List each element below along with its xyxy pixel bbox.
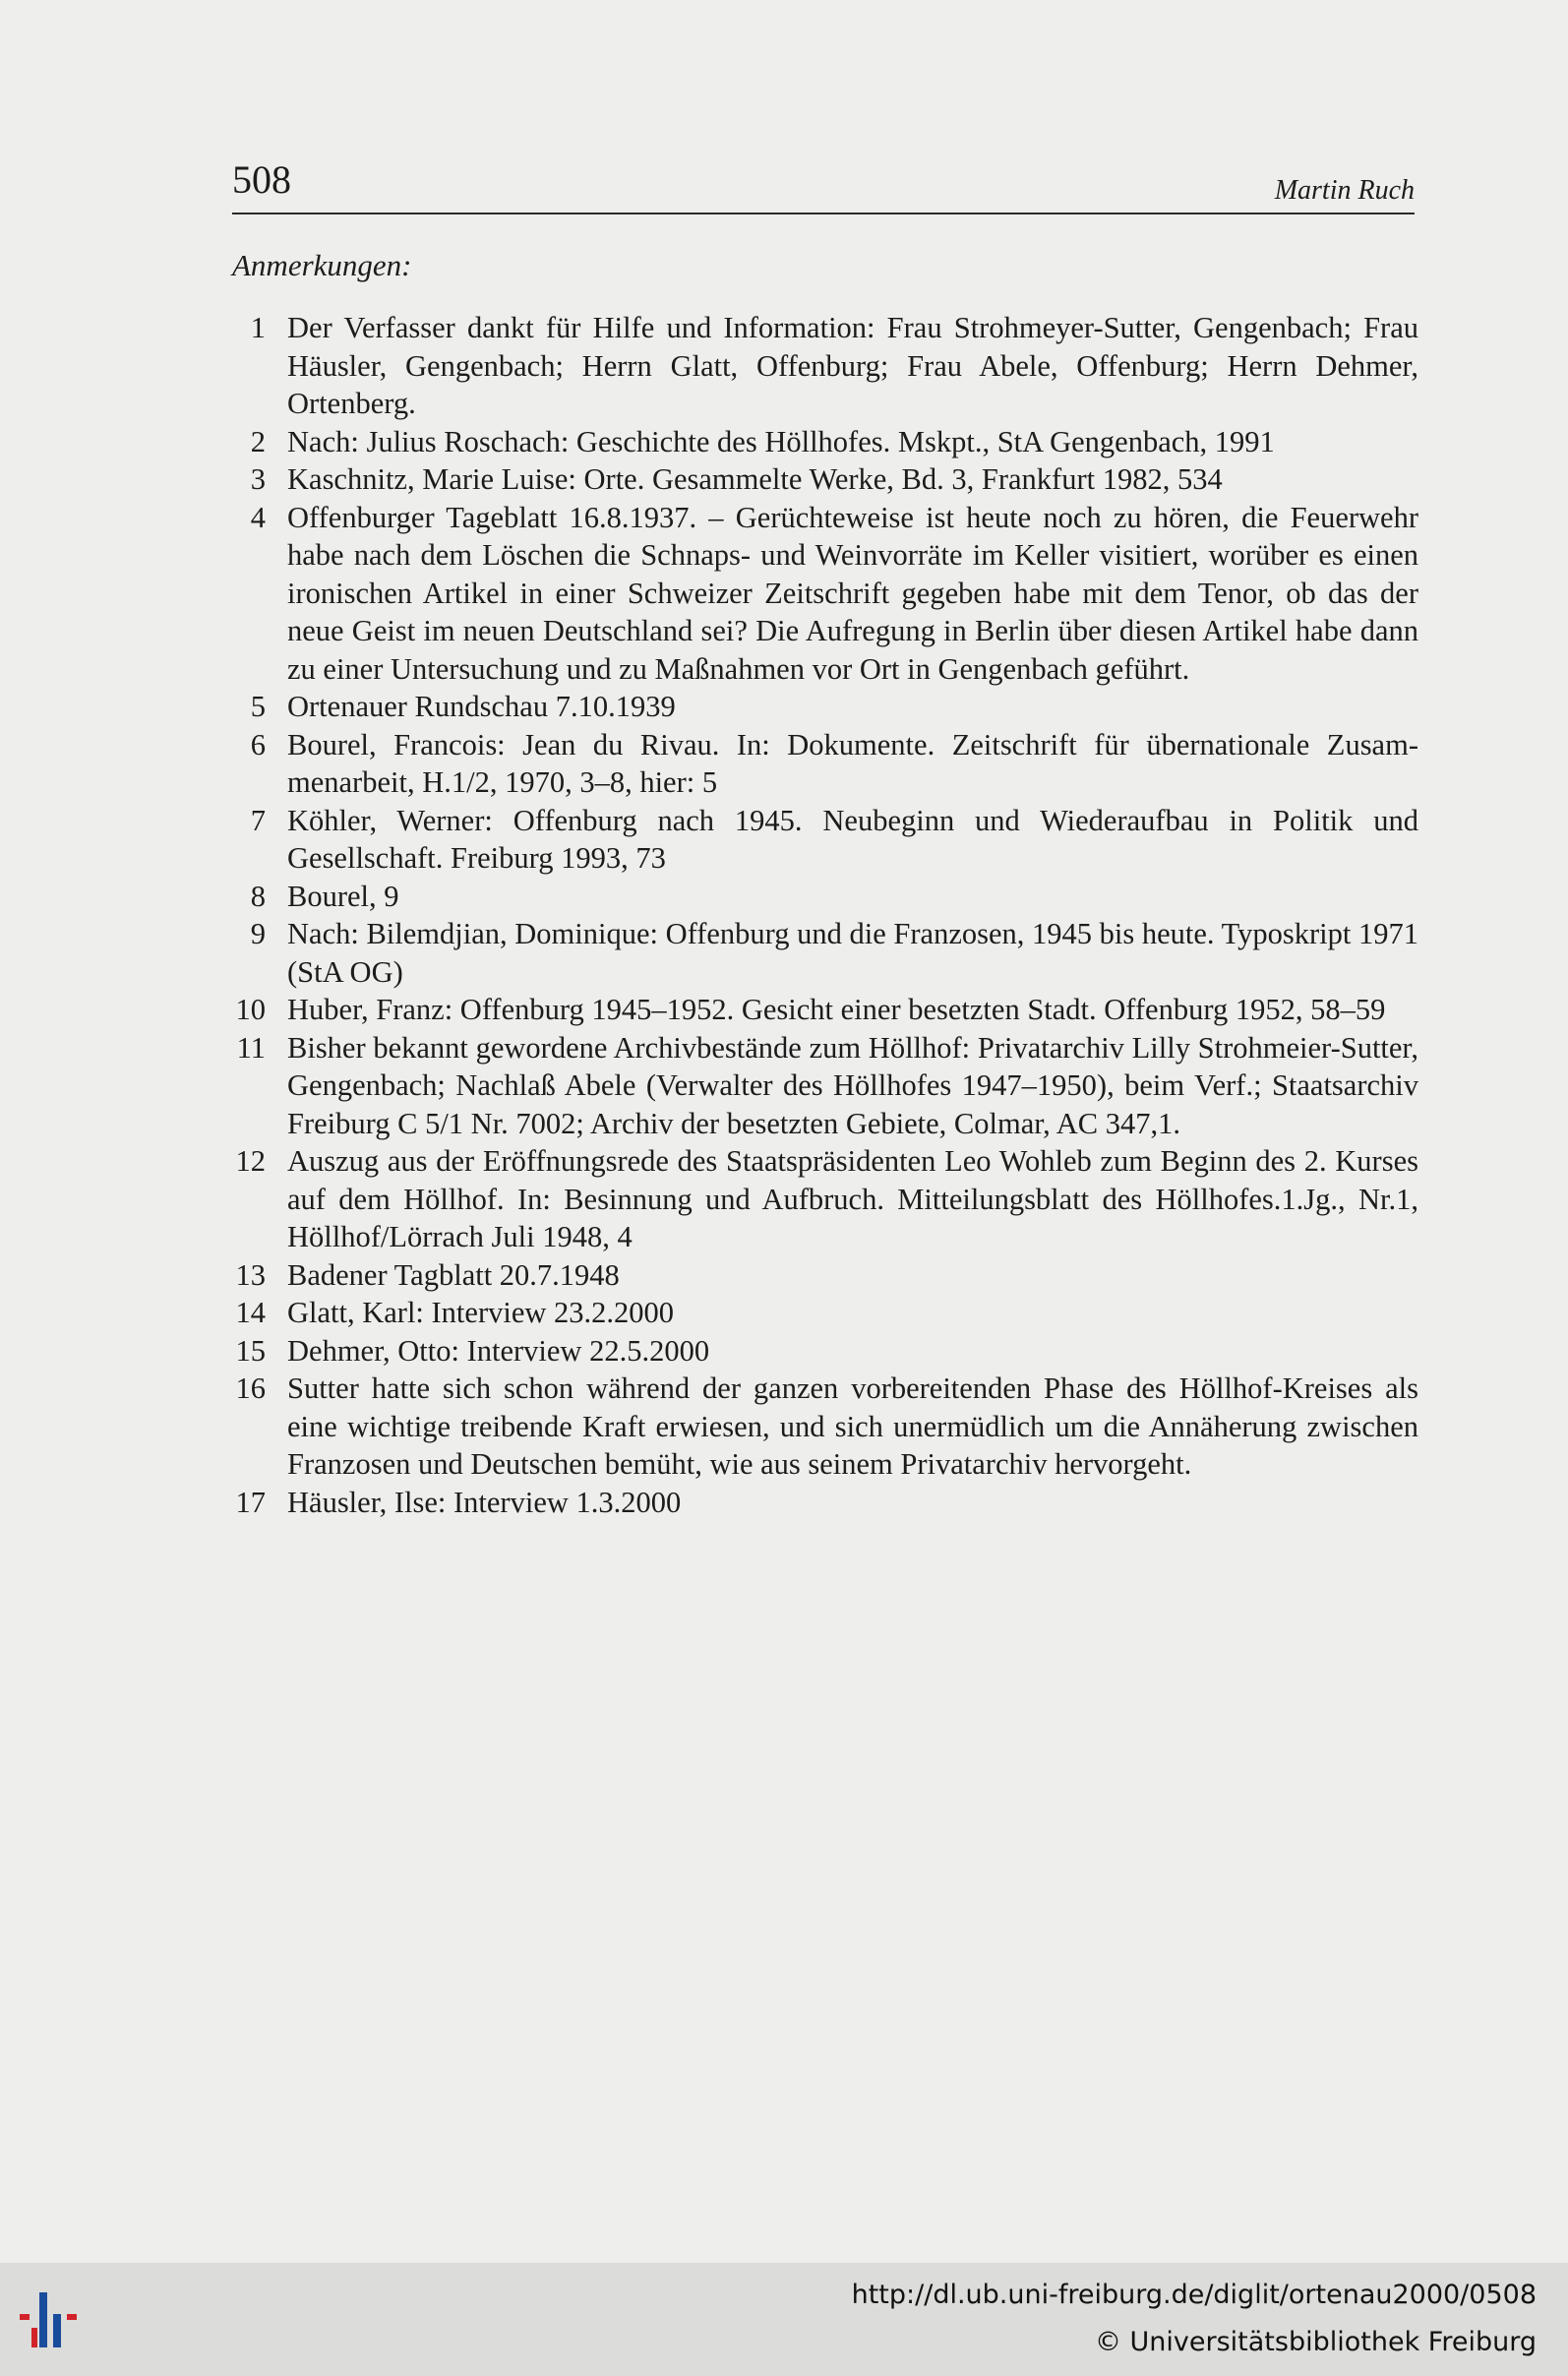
note-item [228,499,1418,689]
note-text: Ortenauer Rundschau 7.10.1939 [287,690,676,723]
note-number: 1 [250,311,266,344]
note-text: Auszug aus der Eröffnungsrede des Staatspräsidenten Leo Wohleb zum Beginn des 2. Kurses auf dem Höllhof. In: Besinnung und Aufbruch. Mitteilungsblatt des Höllhofes.1.Jg., Nr.1, Höllhof/Lörrach Juli 1948, 4 [287,1144,1418,1253]
notes-list [228,309,1418,1521]
note-item [228,1142,1418,1256]
note-text: Dehmer, Otto: Interview 22.5.2000 [287,1333,710,1368]
note-text: Bourel, 9 [287,879,399,913]
note-number: 2 [250,424,266,458]
notes-heading: Anmerkungen: [232,248,412,282]
note-text: Badener Tagblatt 20.7.1948 [287,1257,620,1292]
note-number: 4 [250,500,266,534]
note-number: 5 [250,690,266,723]
note-text: Der Verfasser dankt für Hilfe und Information: Frau Strohmeyer-Sutter, Gengenbach; Frau Häusler, Gengenbach; Herrn Glatt, Offenburg; Frau Abele, Offenburg; Herrn Dehmer, Ortenberg. [287,311,1418,420]
note-text: Bourel, Francois: Jean du Rivau. In: Dokumente. Zeitschrift für übernationale Zusammenarbeit, H.1/2, 1970, 3–8, hier: 5 [287,727,1418,799]
note-text: Köhler, Werner: Offenburg nach 1945. Neubeginn und Wiederaufbau in Politik und Gesellschaft. Freiburg 1993, 73 [287,803,1418,875]
note-item [228,1029,1418,1143]
note-item [228,726,1418,802]
note-item [228,1484,1418,1522]
note-text: Glatt, Karl: Interview 23.2.2000 [287,1296,675,1329]
note-number: 11 [236,1030,266,1065]
note-number: 12 [235,1144,266,1178]
note-item [228,460,1418,499]
note-item [228,309,1418,423]
note-number: 7 [250,803,266,837]
page-number: 508 [232,157,291,202]
note-text: Häusler, Ilse: Interview 1.3.2000 [287,1485,682,1519]
note-item [228,878,1418,916]
note-item [228,1370,1418,1484]
note-number: 9 [250,917,266,950]
note-number: 15 [235,1333,266,1368]
note-item [228,423,1418,461]
footer-url-link[interactable]: http://dl.ub.uni-freiburg.de/diglit/ortenau2000/0508 [851,2280,1537,2310]
note-text: Nach: Bilemdjian, Dominique: Offenburg und die Franzosen, 1945 bis heute. Typoskript 1971 (StA OG) [287,917,1418,989]
note-text: Nach: Julius Roschach: Geschichte des Höllhofes. Mskpt., StA Gengenbach, 1991 [287,424,1275,458]
ub-freiburg-logo-icon [18,2285,100,2355]
footer-copyright: © Universitätsbibliothek Freiburg [1094,2327,1537,2357]
note-number: 13 [235,1257,266,1292]
note-text: Sutter hatte sich schon während der ganzen vorbereitenden Phase des Höllhof-Kreises als eine wichtige treibende Kraft erwiesen, und sich unermüdlich um die Annäherung zwischen Franzosen und Deutschen bemüht, wie aus seinem Privatarchiv hervorgeht. [287,1371,1418,1481]
note-item [228,915,1418,991]
note-number: 14 [235,1296,266,1329]
note-item [228,1256,1418,1295]
note-number: 10 [235,993,266,1026]
footer-bar [0,2263,1568,2376]
note-item [228,688,1418,726]
note-number: 6 [250,727,266,762]
note-number: 17 [235,1485,266,1519]
note-number: 3 [250,462,266,496]
running-head-author: Martin Ruch [1274,175,1415,206]
note-text: Huber, Franz: Offenburg 1945–1952. Gesicht einer besetzten Stadt. Offenburg 1952, 58–59 [287,993,1386,1026]
note-number: 8 [250,879,266,913]
note-item [228,1332,1418,1371]
note-number: 16 [235,1371,266,1405]
note-text: Offenburger Tageblatt 16.8.1937. – Gerüchteweise ist heute noch zu hören, die Feuerwehr habe nach dem Löschen die Schnaps- und Weinvorräte im Keller visitiert, worüber es einen ironischen Artikel in einer Schweizer Zeitschrift gegeben habe mit dem Tenor, ob das der neue Geist im neuen Deutschland sei? Die Aufregung in Berlin über diesen Artikel habe dann zu einer Untersuchung und zu Maßnahmen vor Ort in Gengenbach geführt. [287,500,1418,686]
note-item [228,991,1418,1029]
page-header [232,157,1415,214]
note-item [228,1294,1418,1332]
note-item [228,802,1418,878]
note-text: Bisher bekannt gewordene Archivbestände zum Höllhof: Privatarchiv Lilly Strohmeier-Sutter, Gengenbach; Nachlaß Abele (Verwalter des Höllhofes 1947–1950), beim Verf.; Staatsarchiv Freiburg C 5/1 Nr. 7002; Archiv der besetzten Gebiete, Colmar, AC 347,1. [287,1030,1418,1140]
note-text: Kaschnitz, Marie Luise: Orte. Gesammelte Werke, Bd. 3, Frankfurt 1982, 534 [287,462,1223,496]
